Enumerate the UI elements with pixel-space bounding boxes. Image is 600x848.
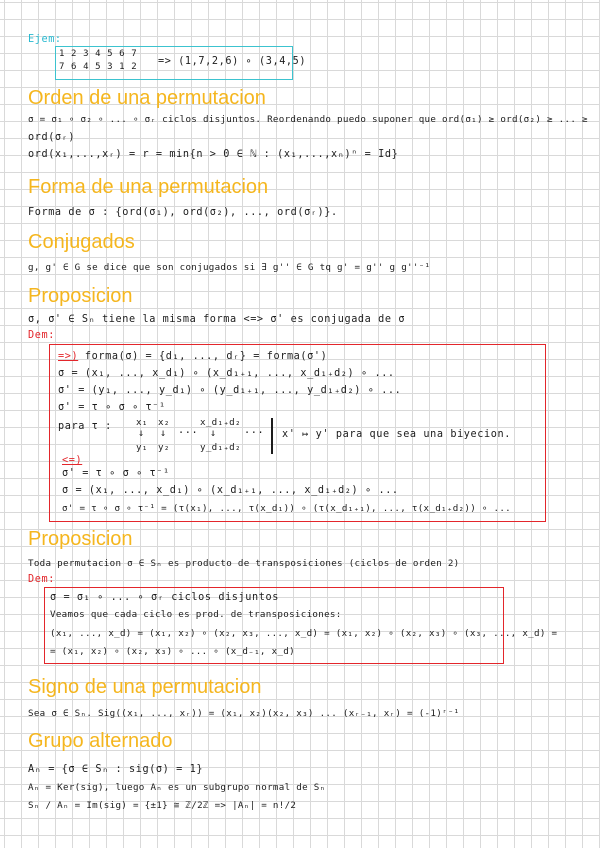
proof-conjugation: σ' = τ ∘ σ ∘ τ⁻¹ [58, 402, 166, 413]
map-xd: x_d₁₊d₂ [200, 417, 241, 428]
example-result: => (1,7,2,6) ∘ (3,4,5) [158, 56, 307, 67]
proof-fwd-line [58, 350, 327, 364]
orden-line-2: ord(σᵣ) [28, 132, 76, 143]
heading-proposicion-1: Proposicion [28, 285, 133, 307]
proof-para-tau: para τ : [58, 421, 112, 432]
map-dots: ... [178, 425, 199, 436]
map-arrow-1: ↓ [138, 428, 145, 439]
proof-back-conjugation: σ' = τ ∘ σ ∘ τ⁻¹ [62, 468, 170, 479]
orden-line-1: σ = σ₁ ∘ σ₂ ∘ ... ∘ σᵣ ciclos disjuntos. Reordenando puedo suponer que ord(σ₁) ≥ ord(σ₂) ≥ ... ≥ [28, 114, 588, 125]
proof2-line-3: (x₁, ..., x_d) = (x₁, x₂) ∘ (x₂, x₃, ..., x_d) = (x₁, x₂) ∘ (x₂, x₃) ∘ (x₃, ..., x_d) = [50, 628, 558, 639]
alternado-line-2: Aₙ = Ker(sig), luego Aₙ es un subgrupo normal de Sₙ [28, 782, 326, 793]
heading-conjugados: Conjugados [28, 231, 135, 253]
map-x2: x₂ [158, 417, 170, 428]
heading-forma: Forma de una permutacion [28, 176, 269, 198]
example-matrix-bottom: 7 6 4 5 3 1 2 [59, 62, 138, 72]
heading-signo: Signo de una permutacion [28, 676, 262, 698]
signo-line-1: Sea σ ∈ Sₙ. Sig((x₁, ..., xᵣ)) = (x₁, x₂)(x₂, x₃) ... (xᵣ₋₁, xᵣ) = (-1)ʳ⁻¹ [28, 708, 460, 719]
heading-orden: Orden de una permutacion [28, 87, 266, 109]
map-arrow-3: ↓ [210, 428, 217, 439]
alternado-line-1: Aₙ = {σ ∈ Sₙ : sig(σ) = 1} [28, 764, 204, 775]
map-y1: y₁ [136, 442, 148, 453]
proposicion-1-dem-label: Dem: [28, 330, 55, 341]
map-dots-2: ... [244, 425, 265, 436]
proof-back-result: σ' = τ ∘ σ ∘ τ⁻¹ = (τ(x₁), ..., τ(x_d₁)) ∘ (τ(x_d₁₊₁), ..., τ(x_d₁₊d₂)) ∘ ... [62, 503, 512, 514]
proof-fwd-forma: forma(σ) = {d₁, ..., dᵣ} = forma(σ') [78, 351, 328, 362]
heading-alternado: Grupo alternado [28, 730, 173, 752]
map-x1: x₁ [136, 417, 148, 428]
map-arrow-2: ↓ [160, 428, 167, 439]
proof2-line-4: = (x₁, x₂) ∘ (x₂, x₃) ∘ ... ∘ (x_d₋₁, x_d) [50, 646, 295, 657]
map-y2: y₂ [158, 442, 170, 453]
map-yd: y_d₁₊d₂ [200, 442, 241, 453]
proposicion-2-dem-label: Dem: [28, 574, 55, 585]
implies-forward-label: =>) [58, 351, 79, 362]
conjugados-line-1: g, g' ∈ G se dice que son conjugados si ∃ g'' ∈ G tq g' = g'' g g''⁻¹ [28, 262, 431, 273]
proposicion-2-statement: Toda permutacion σ ∈ Sₙ es producto de transposiciones (ciclos de orden 2) [28, 558, 460, 569]
implies-backward-label: <=) [62, 455, 83, 466]
map-rest: x' ↦ y' para que sea una biyecion. [282, 429, 511, 440]
example-label: Ejem: [28, 34, 62, 45]
map-separator [271, 418, 273, 454]
proof2-line-2: Veamos que cada ciclo es prod. de transposiciones: [50, 609, 342, 620]
proposicion-1-statement: σ, σ' ∈ Sₙ tiene la misma forma <=> σ' es conjugada de σ [28, 314, 406, 325]
proof-back-sigma: σ = (x₁, ..., x_d₁) ∘ (x_d₁₊₁, ..., x_d₁₊d₂) ∘ ... [62, 485, 399, 496]
orden-line-3: ord(x₁,...,xᵣ) = r = min{n > 0 ∈ ℕ : (x₁,...,xₙ)ⁿ = Id} [28, 149, 399, 160]
proof-sigma: σ = (x₁, ..., x_d₁) ∘ (x_d₁₊₁, ..., x_d₁₊d₂) ∘ ... [58, 368, 395, 379]
forma-line-1: Forma de σ : {ord(σ₁), ord(σ₂), ..., ord(σᵣ)}. [28, 207, 338, 218]
example-matrix-top: 1 2 3 4 5 6 7 [59, 49, 138, 59]
proof2-line-1: σ = σ₁ ∘ ... ∘ σᵣ ciclos disjuntos [50, 592, 279, 603]
heading-proposicion-2: Proposicion [28, 528, 133, 550]
alternado-line-3: Sₙ / Aₙ = Im(sig) = {±1} ≅ ℤ/2ℤ => |Aₙ| = n!/2 [28, 800, 297, 811]
proof-sigma-prime: σ' = (y₁, ..., y_d₁) ∘ (y_d₁₊₁, ..., y_d₁₊d₂) ∘ ... [58, 385, 402, 396]
